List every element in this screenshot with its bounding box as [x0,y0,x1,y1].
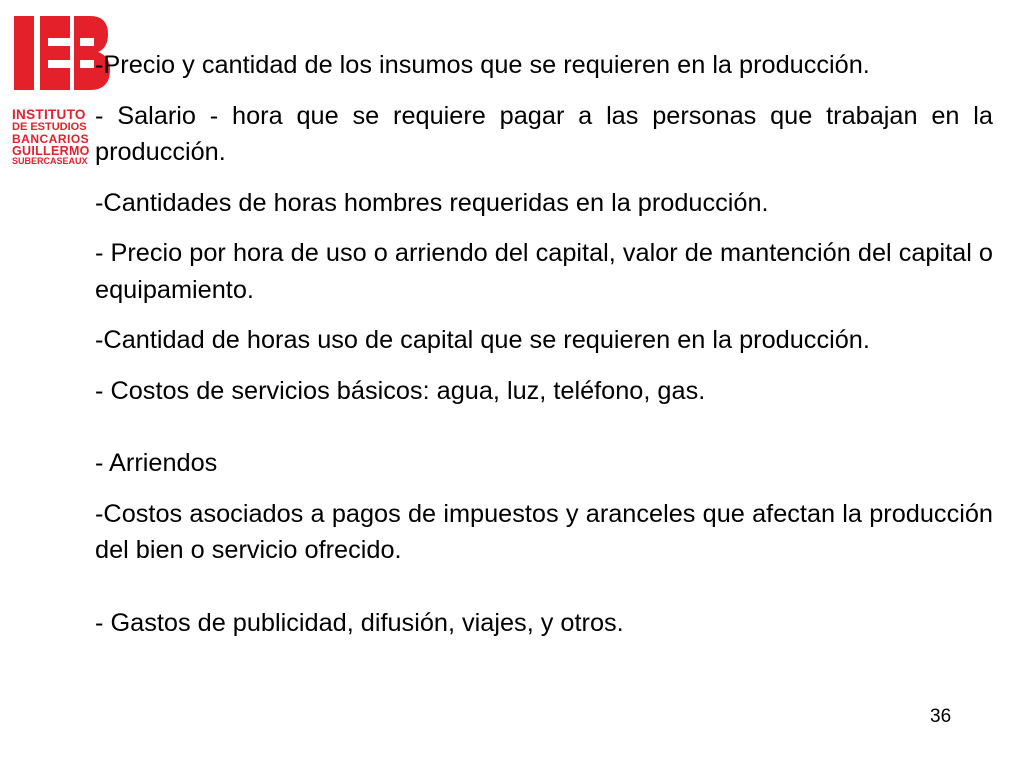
bullet-item: - Arriendos [95,449,218,477]
logo-line-3: BANCARIOS [12,131,90,146]
page-number: 36 [930,706,952,727]
logo-line-1: INSTITUTO [12,107,86,122]
bullet-item: - Gastos de publicidad, difusión, viajes, y otros. [95,608,624,637]
bullet-item: -Cantidad de horas uso de capital que se requieren en la producción. [95,326,870,354]
bullet-item: -Cantidades de horas hombres requeridas en la producción. [95,188,769,217]
logo-line-2: DE ESTUDIOS [12,120,87,133]
bullet-item: - Precio por hora de uso o arriendo del capital, valor de mantención del capital o equipamiento. [95,239,993,304]
bullet-item: - Costos de servicios básicos: agua, luz, teléfono, gas. [95,376,706,405]
logo-line-4: GUILLERMO [12,143,90,158]
logo-line-5: SUBERCASEAUX [12,156,88,166]
slide-body [95,47,993,641]
bullet-item: - Salario - hora que se requiere pagar a las personas que trabajan en la producción. [95,101,993,166]
bullet-item: -Precio y cantidad de los insumos que se requieren en la producción. [95,51,870,79]
bullet-item: -Costos asociados a pagos de impuestos y aranceles que afectan la producción del bien o servicio ofrecido. [95,499,993,564]
